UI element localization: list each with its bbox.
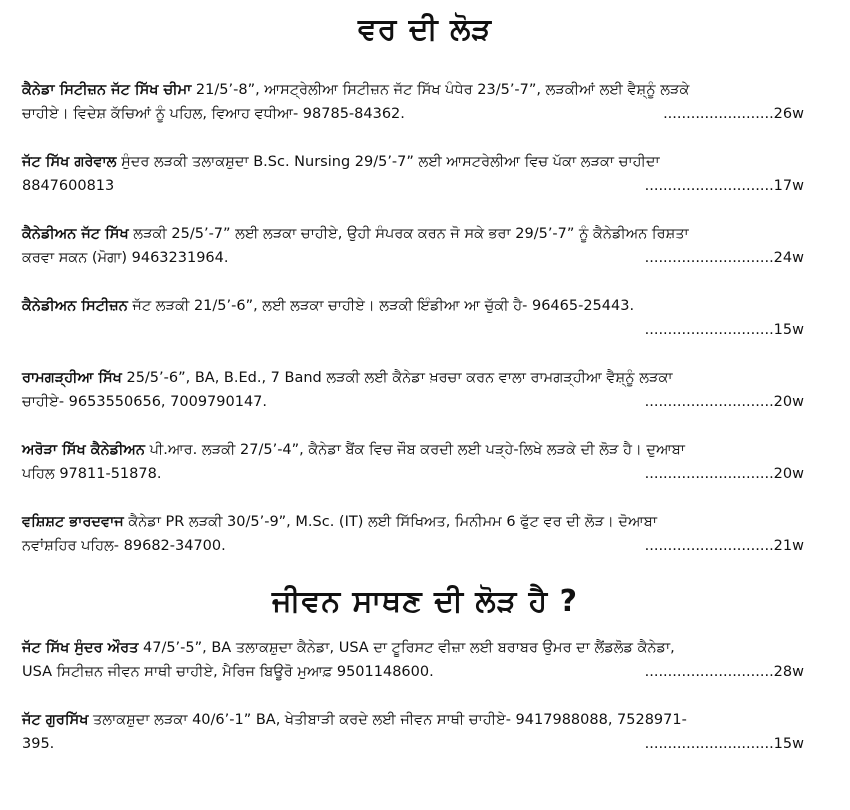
ad-code: ............................28w — [644, 664, 804, 680]
ad-lead: ਜੱਟ ਸਿੱਖ ਸੁੰਦਰ ਔਰਤ — [22, 640, 139, 656]
ad-line-1 — [22, 636, 828, 660]
ad-line-2 — [22, 390, 828, 414]
ad-text: ਲੜਕੀ 25/5’-7” ਲਈ ਲੜਕਾ ਚਾਹੀਏ, ਉਹੀ ਸੰਪਰਕ ਕਰਨ ਜੋ ਸਕੇ ਭਰਾ 29/5’-7” ਨੂੰ ਕੈਨੇਡੀਅਨ ਰਿਸ਼ਤਾ — [128, 226, 689, 242]
ad-code: ............................20w — [644, 394, 804, 410]
section-heading-bride-wanted: ਜੀਵਨ ਸਾਥਣ ਦੀ ਲੋੜ ਹੈ ? — [271, 584, 579, 619]
ad-text: ਪਹਿਲ 97811-51878. — [22, 466, 162, 482]
ad-text: 8847600813 — [22, 178, 115, 194]
classified-ad — [0, 708, 850, 756]
ad-line-2 — [22, 732, 828, 756]
section-heading-groom-wanted: ਵਰ ਦੀ ਲੋੜ — [357, 12, 493, 47]
ad-text: ਸੁੰਦਰ ਲੜਕੀ ਤਲਾਕਸ਼ੁਦਾ B.Sc. Nursing 29/5’-7” ਲਈ ਆਸਟਰੇਲੀਆ ਵਿਚ ਪੱਕਾ ਲੜਕਾ ਚਾਹੀਦਾ — [116, 154, 660, 170]
ad-text: ਚਾਹੀਏ- 9653550656, 7009790147. — [22, 394, 268, 410]
ad-text: USA ਸਿਟੀਜ਼ਨ ਜੀਵਨ ਸਾਥੀ ਚਾਹੀਏ, ਮੈਰਿਜ ਬਿਊਰੋ ਮੁਆਫ਼ 9501148600. — [22, 664, 434, 680]
ad-code: ............................24w — [644, 250, 804, 266]
ad-line-1 — [22, 708, 828, 732]
ad-code: ........................26w — [663, 106, 804, 122]
ad-text: 395. — [22, 736, 55, 752]
classified-ad — [0, 366, 850, 414]
ad-line-2 — [22, 174, 828, 198]
ad-line-2 — [22, 462, 828, 486]
ad-lead: ਕੈਨੇਡੀਅਨ ਜੱਟ ਸਿੱਖ — [22, 226, 129, 242]
ad-lead: ਜੱਟ ਗੁਰਸਿੱਖ — [22, 712, 89, 728]
classified-ad — [0, 222, 850, 270]
ad-lead: ਕੈਨੇਡਾ ਸਿਟੀਜ਼ਨ ਜੱਟ ਸਿੱਖ ਚੀਮਾ — [22, 82, 192, 98]
ad-text: ਕਰਵਾ ਸਕਨ (ਮੋਗਾ) 9463231964. — [22, 250, 229, 266]
ad-text: ਪੀ.ਆਰ. ਲੜਕੀ 27/5’-4”, ਕੈਨੇਡਾ ਬੈਂਕ ਵਿਚ ਜੌਬ ਕਰਦੀ ਲਈ ਪੜ੍ਹੇ-ਲਿਖੇ ਲੜਕੇ ਦੀ ਲੋੜ ਹੈ। ਦੁਆਬਾ — [144, 442, 685, 458]
ad-line-1 — [22, 78, 828, 102]
classified-ad — [0, 294, 850, 342]
bride-ads-list — [0, 636, 850, 756]
ad-code: ............................15w — [644, 322, 804, 338]
classified-ad — [0, 150, 850, 198]
ad-lead: ਅਰੋੜਾ ਸਿੱਖ ਕੈਨੇਡੀਅਨ — [22, 442, 145, 458]
classified-ad — [0, 510, 850, 558]
ad-text: 21/5’-8”, ਆਸਟ੍ਰੇਲੀਆ ਸਿਟੀਜ਼ਨ ਜੱਟ ਸਿੱਖ ਪੰਧੇਰ 23/5’-7”, ਲੜਕੀਆਂ ਲਈ ਵੈਸ਼੍ਨੂੰ ਲੜਕੇ — [191, 82, 690, 98]
ad-line-1 — [22, 150, 828, 174]
ad-code: ............................15w — [644, 736, 804, 752]
ad-line-1 — [22, 510, 828, 534]
ad-text: 25/5’-6”, BA, B.Ed., 7 Band ਲੜਕੀ ਲਈ ਕੈਨੇਡਾ ਖ਼ਰਚਾ ਕਰਨ ਵਾਲਾ ਰਾਮਗੜ੍ਹੀਆ ਵੈਸ਼੍ਨੂੰ ਲੜਕਾ — [121, 370, 673, 386]
ad-line-2 — [22, 534, 828, 558]
classified-ad — [0, 78, 850, 126]
ad-text: ਕੈਨੇਡਾ PR ਲੜਕੀ 30/5’-9”, M.Sc. (IT) ਲਈ ਸਿੱਖਿਅਤ, ਮਿਨੀਮਮ 6 ਫੁੱਟ ਵਰ ਦੀ ਲੋੜ। ਦੋਆਬਾ — [123, 514, 657, 530]
ad-text: ਚਾਹੀਏ। ਵਿਦੇਸ਼ ਕੱਚਿਆਂ ਨੂੰ ਪਹਿਲ, ਵਿਆਹ ਵਧੀਆ- 98785-84362. — [22, 106, 405, 122]
ad-code: ............................20w — [644, 466, 804, 482]
ad-text: ਜੱਟ ਲੜਕੀ 21/5’-6”, ਲਈ ਲੜਕਾ ਚਾਹੀਏ। ਲੜਕੀ ਇੰਡੀਆ ਆ ਚੁੱਕੀ ਹੈ- 96465-25443. — [127, 298, 635, 314]
groom-ads-list — [0, 78, 850, 558]
ad-line-1 — [22, 294, 828, 318]
ad-line-1 — [22, 222, 828, 246]
ad-code: ............................17w — [644, 178, 804, 194]
ad-text: ਨਵਾਂਸ਼ਹਿਰ ਪਹਿਲ- 89682-34700. — [22, 538, 226, 554]
ad-lead: ਰਾਮਗੜ੍ਹੀਆ ਸਿੱਖ — [22, 370, 122, 386]
ad-text: 47/5’-5”, BA ਤਲਾਕਸ਼ੁਦਾ ਕੈਨੇਡਾ, USA ਦਾ ਟੂਰਿਸਟ ਵੀਜ਼ਾ ਲਈ ਬਰਾਬਰ ਉਮਰ ਦਾ ਲੈਂਡਲੋਡ ਕੈਨੇਡਾ, — [138, 640, 675, 656]
ad-text: ਤਲਾਕਸ਼ੁਦਾ ਲੜਕਾ 40/6’-1” BA, ਖੇਤੀਬਾੜੀ ਕਰਦੇ ਲਈ ਜੀਵਨ ਸਾਥੀ ਚਾਹੀਏ- 9417988088, 7528971- — [88, 712, 687, 728]
ad-line-1 — [22, 366, 828, 390]
ad-lead: ਵਸ਼ਿਸ਼ਟ ਭਾਰਦਵਾਜ — [22, 514, 124, 530]
classified-ad — [0, 438, 850, 486]
ad-lead: ਜੱਟ ਸਿੱਖ ਗਰੇਵਾਲ — [22, 154, 117, 170]
ad-line-2 — [22, 660, 828, 684]
ad-line-2 — [22, 318, 828, 342]
classified-ad — [0, 636, 850, 684]
ad-line-2 — [22, 102, 828, 126]
ad-line-2 — [22, 246, 828, 270]
ad-line-1 — [22, 438, 828, 462]
ad-lead: ਕੈਨੇਡੀਅਨ ਸਿਟੀਜ਼ਨ — [22, 298, 128, 314]
ad-code: ............................21w — [644, 538, 804, 554]
